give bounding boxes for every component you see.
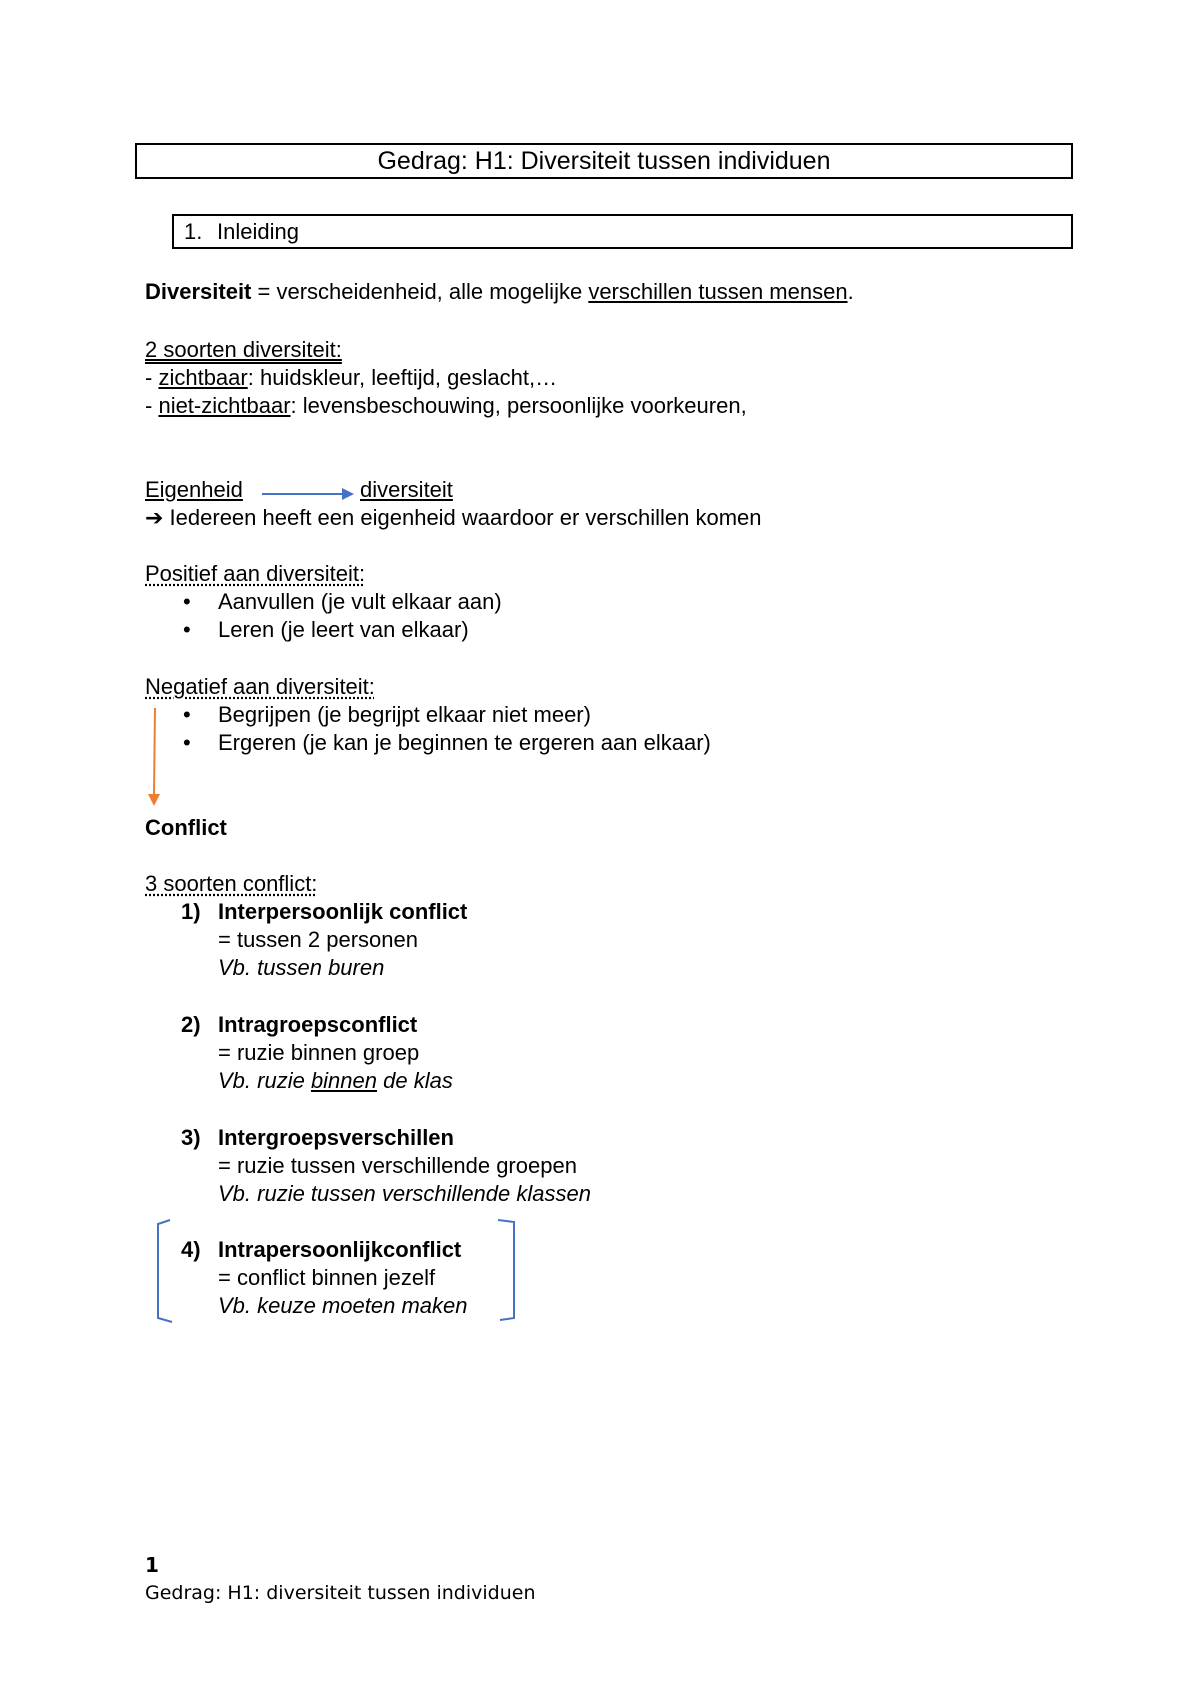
list-item: Leren (je leert van elkaar) bbox=[218, 617, 469, 642]
positief-heading bbox=[145, 560, 365, 588]
conflict-title bbox=[218, 1236, 461, 1264]
positief-heading-text: Positief aan diversiteit: bbox=[145, 561, 366, 586]
conflict-definition: = ruzie tussen verschillende groepen bbox=[218, 1153, 577, 1178]
eigenheid-left bbox=[145, 476, 243, 504]
soorten-item-term: zichtbaar bbox=[158, 365, 248, 390]
conflict-number bbox=[181, 898, 201, 926]
bullet-icon: • bbox=[183, 617, 191, 642]
eigenheid-line bbox=[145, 504, 762, 533]
conflict-number bbox=[181, 1011, 201, 1039]
eigenheid-line-text: Iedereen heeft een eigenheid waardoor er verschillen komen bbox=[163, 505, 762, 530]
page-title bbox=[135, 143, 1073, 179]
list-item: Aanvullen (je vult elkaar aan) bbox=[218, 589, 502, 614]
eigenheid-right bbox=[360, 476, 453, 504]
conflict-heading-text: Conflict bbox=[145, 815, 227, 840]
section-heading bbox=[172, 214, 1073, 249]
page-title-text: Gedrag: H1: Diversiteit tussen individuen bbox=[377, 147, 831, 175]
conflict-number-text: 3) bbox=[181, 1125, 201, 1150]
definition-end: . bbox=[847, 279, 854, 304]
conflict-title-text: Interpersoonlijk conflict bbox=[218, 899, 468, 924]
conflict-heading bbox=[145, 814, 227, 842]
conflict-example-pre: Vb. ruzie bbox=[218, 1068, 311, 1093]
conflict-title-text: Intrapersoonlijkconflict bbox=[218, 1237, 462, 1262]
conflict-definition: = ruzie binnen groep bbox=[218, 1040, 420, 1065]
conflict-title bbox=[218, 1011, 417, 1039]
soorten-item-prefix: - bbox=[145, 393, 159, 418]
conflict-example-post: de klas bbox=[377, 1068, 453, 1093]
list-item: Begrijpen (je begrijpt elkaar niet meer) bbox=[218, 702, 591, 727]
orange-arrow-icon bbox=[146, 706, 166, 810]
negatief-heading-text: Negatief aan diversiteit: bbox=[145, 674, 375, 699]
conflict-example-text: Vb. ruzie tussen verschillende klassen bbox=[218, 1181, 591, 1206]
soorten-item-rest: : levensbeschouwing, persoonlijke voorkeuren, bbox=[290, 393, 747, 418]
bullet-icon: • bbox=[183, 702, 191, 727]
conflict-number-text: 1) bbox=[181, 899, 201, 924]
conflicts-heading-text: 3 soorten conflict: bbox=[145, 871, 318, 896]
blue-arrow-icon bbox=[256, 480, 356, 504]
soorten-heading-text: 2 soorten diversiteit: bbox=[145, 337, 342, 362]
soorten-item bbox=[145, 392, 747, 420]
conflict-number-text: 2) bbox=[181, 1012, 201, 1037]
conflict-example-underlined: binnen bbox=[310, 1068, 378, 1093]
conflict-definition: = tussen 2 personen bbox=[218, 927, 418, 952]
soorten-item bbox=[145, 364, 557, 392]
definition-text: = verscheidenheid, alle mogelijke bbox=[251, 279, 589, 304]
soorten-item-rest: : huidskleur, leeftijd, geslacht,… bbox=[247, 365, 558, 390]
conflict-number-text: 4) bbox=[181, 1237, 201, 1262]
soorten-heading bbox=[145, 336, 342, 364]
bullet-icon: • bbox=[183, 730, 191, 755]
conflict-example-text: Vb. keuze moeten maken bbox=[218, 1293, 468, 1318]
conflict-example bbox=[218, 1180, 591, 1208]
negatief-heading bbox=[145, 673, 375, 701]
section-number: 1. bbox=[184, 219, 203, 244]
definition-line bbox=[145, 278, 854, 306]
footer-text: Gedrag: H1: diversiteit tussen individuen bbox=[145, 1582, 536, 1604]
arrow-right-icon: ➔ bbox=[145, 506, 164, 531]
soorten-item-term: niet-zichtbaar bbox=[158, 393, 291, 418]
soorten-item-prefix: - bbox=[145, 365, 159, 390]
bullet-icon: • bbox=[183, 589, 191, 614]
conflict-number bbox=[181, 1124, 201, 1152]
section-label: Inleiding bbox=[217, 219, 299, 244]
conflict-title-text: Intergroepsverschillen bbox=[218, 1125, 454, 1150]
definition-term: Diversiteit bbox=[145, 279, 252, 304]
conflict-example bbox=[218, 1067, 453, 1095]
conflict-example bbox=[218, 1292, 467, 1320]
conflicts-heading bbox=[145, 870, 317, 898]
conflict-title-text: Intragroepsconflict bbox=[218, 1012, 418, 1037]
list-item: Ergeren (je kan je beginnen te ergeren aan elkaar) bbox=[218, 730, 711, 755]
eigenheid-left-text: Eigenheid bbox=[145, 477, 243, 502]
eigenheid-right-text: diversiteit bbox=[360, 477, 453, 502]
definition-underlined: verschillen tussen mensen bbox=[588, 279, 848, 304]
conflict-definition: = conflict binnen jezelf bbox=[218, 1265, 436, 1290]
conflict-number bbox=[181, 1236, 201, 1264]
conflict-title bbox=[218, 898, 467, 926]
conflict-title bbox=[218, 1124, 454, 1152]
conflict-example bbox=[218, 954, 384, 982]
page-number: 1 bbox=[145, 1553, 159, 1577]
conflict-example-text: Vb. tussen buren bbox=[218, 955, 385, 980]
